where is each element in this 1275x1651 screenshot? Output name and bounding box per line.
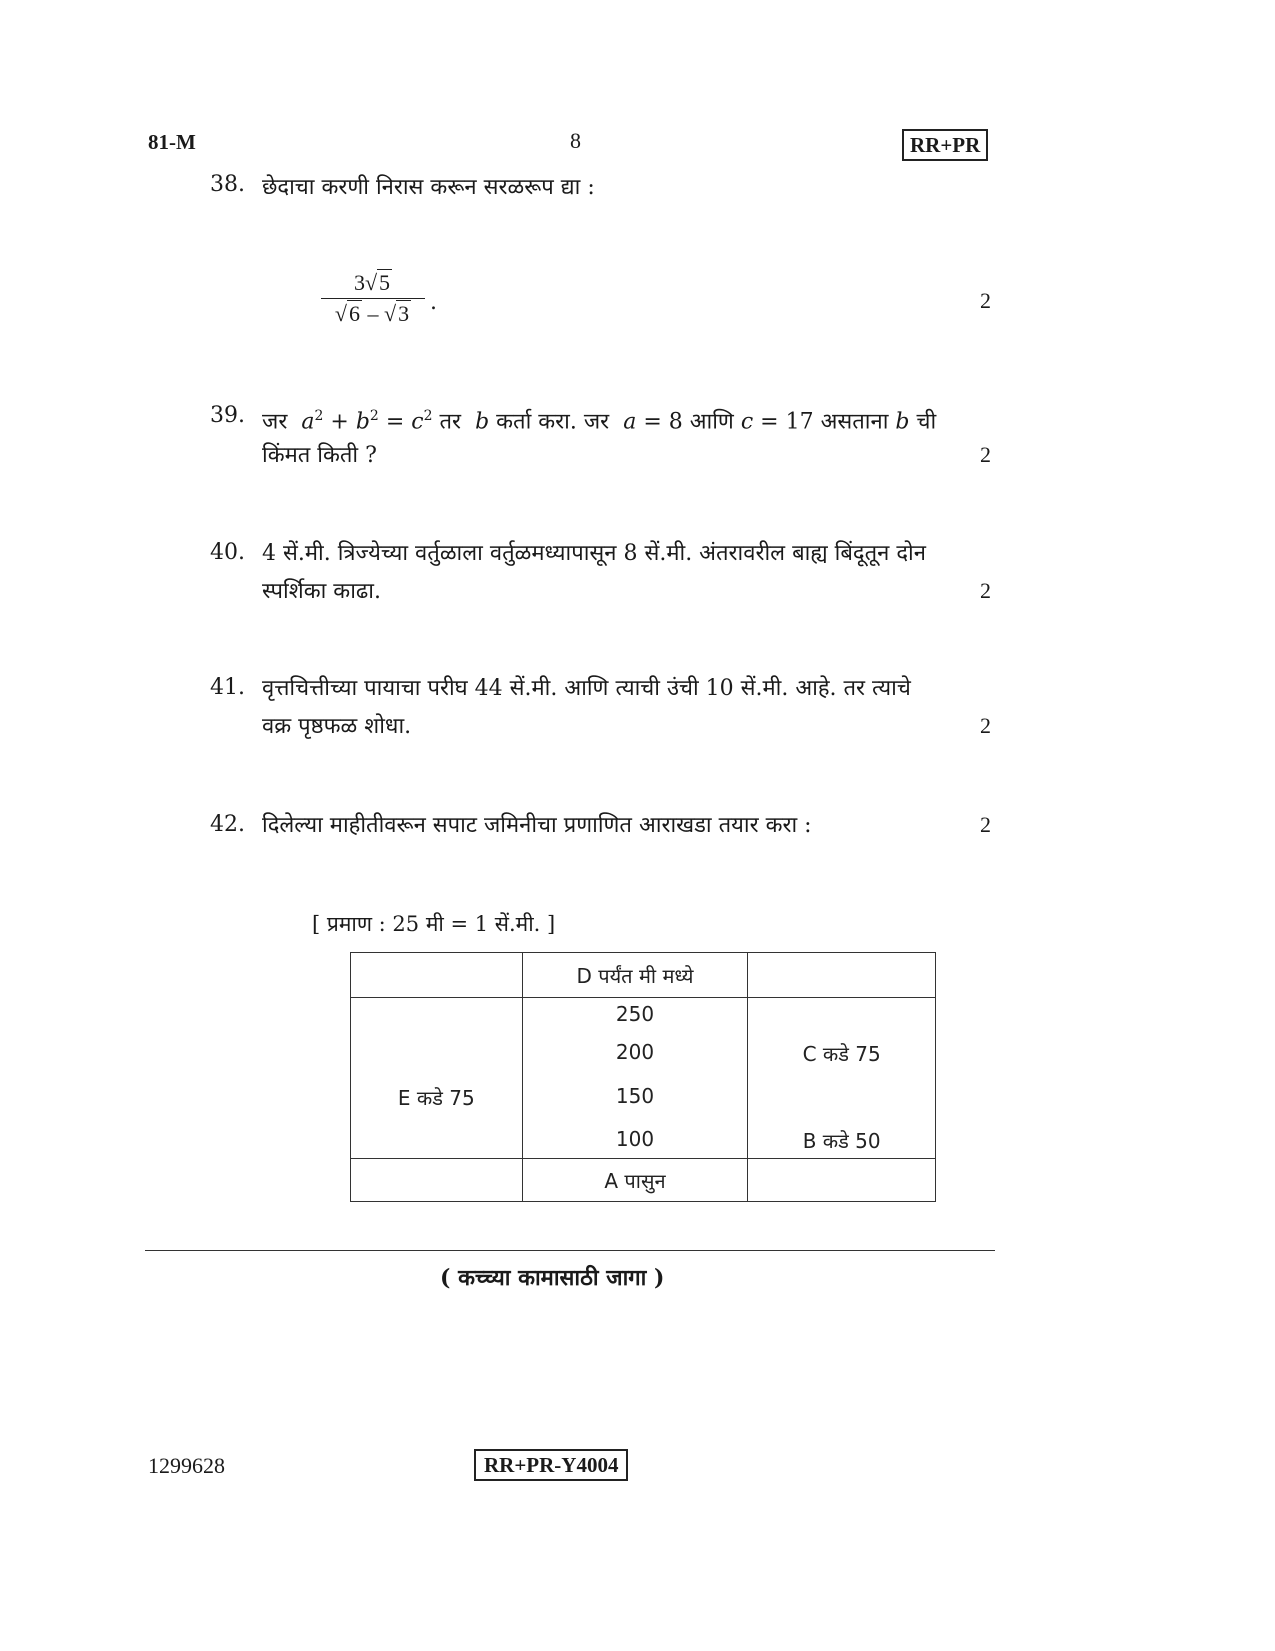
- field-book-table: [350, 952, 936, 1202]
- offset-b: B कडे 50: [802, 1129, 881, 1153]
- question-number-39: 39.: [210, 403, 245, 428]
- page-number: 8: [570, 128, 581, 153]
- footer-serial: 1299628: [148, 1453, 225, 1478]
- question-text-41-line2: वक्र पृष्ठफळ शोधा.: [262, 714, 412, 739]
- question-text-42: दिलेल्या माहीतीवरून सपाट जमिनीचा प्रणाणित आराखडा तयार करा :: [262, 813, 812, 838]
- right-offset-cell: [748, 998, 936, 1159]
- question-number-42: 42.: [210, 812, 245, 837]
- question-text-39-line2: किंमत किती ?: [262, 443, 377, 468]
- marks-42: 2: [980, 812, 991, 837]
- question-text-41-line1: वृत्तचित्तीच्या पायाचा परीघ 44 सें.मी. आणि त्याची उंची 10 सें.मी. आहे. तर त्याचे: [262, 676, 911, 701]
- paper-code: 81-M: [148, 130, 196, 154]
- distance-200: 200: [615, 1040, 655, 1064]
- marks-39: 2: [980, 442, 991, 467]
- scale-note: [ प्रमाण : 25 मी = 1 सें.मी. ]: [312, 912, 556, 936]
- question-text-40-line2: स्पर्शिका काढा.: [262, 579, 381, 604]
- marks-38: 2: [980, 288, 991, 313]
- table-body-row: [351, 998, 936, 1159]
- table-cell-empty: [351, 953, 523, 998]
- divider-rule: [145, 1250, 995, 1251]
- table-cell-empty: [351, 1159, 523, 1202]
- table-header-row: [351, 953, 936, 998]
- table-footer-mid: A पासुन: [522, 1159, 748, 1202]
- question-text-38: छेदाचा करणी निरास करून सरळरूप द्या :: [262, 175, 595, 200]
- question-number-41: 41.: [210, 675, 245, 700]
- question-text-39-line1: जर $a^2 + b^2 = c^2$ तर b कर्ता करा. जर a = 8 आणि c = 17 असताना b ची: [262, 408, 937, 435]
- offset-c: C कडे 75: [802, 1042, 881, 1066]
- fraction-expression: [318, 270, 428, 327]
- series-box: RR+PR: [902, 129, 988, 161]
- left-offset-cell: [351, 998, 523, 1159]
- table-footer-row: [351, 1159, 936, 1202]
- fraction-numerator: 3√5: [353, 270, 391, 295]
- question-text-40-line1: 4 सें.मी. त्रिज्येच्या वर्तुळाला वर्तुळमध्यापासून 8 सें.मी. अंतरावरील बाह्य बिंदूतून दोन: [262, 541, 926, 566]
- offset-e: E कडे 75: [397, 1086, 475, 1110]
- table-cell-empty: [748, 953, 936, 998]
- marks-40: 2: [980, 578, 991, 603]
- distance-100: 100: [615, 1127, 655, 1151]
- footer-code-box: RR+PR-Y4004: [474, 1449, 628, 1481]
- table-cell-empty: [748, 1159, 936, 1202]
- marks-41: 2: [980, 713, 991, 738]
- fraction-denominator: √6 – √3: [334, 301, 410, 326]
- expression-period: .: [430, 290, 437, 315]
- distance-250: 250: [615, 1002, 655, 1026]
- question-number-40: 40.: [210, 540, 245, 565]
- table-header-mid: D पर्यंत मी मध्ये: [522, 953, 748, 998]
- distance-cell: [522, 998, 748, 1159]
- rough-work-label: ( कच्च्या कामासाठी जागा ): [440, 1265, 665, 1291]
- distance-150: 150: [615, 1084, 655, 1108]
- question-number-38: 38.: [210, 172, 245, 197]
